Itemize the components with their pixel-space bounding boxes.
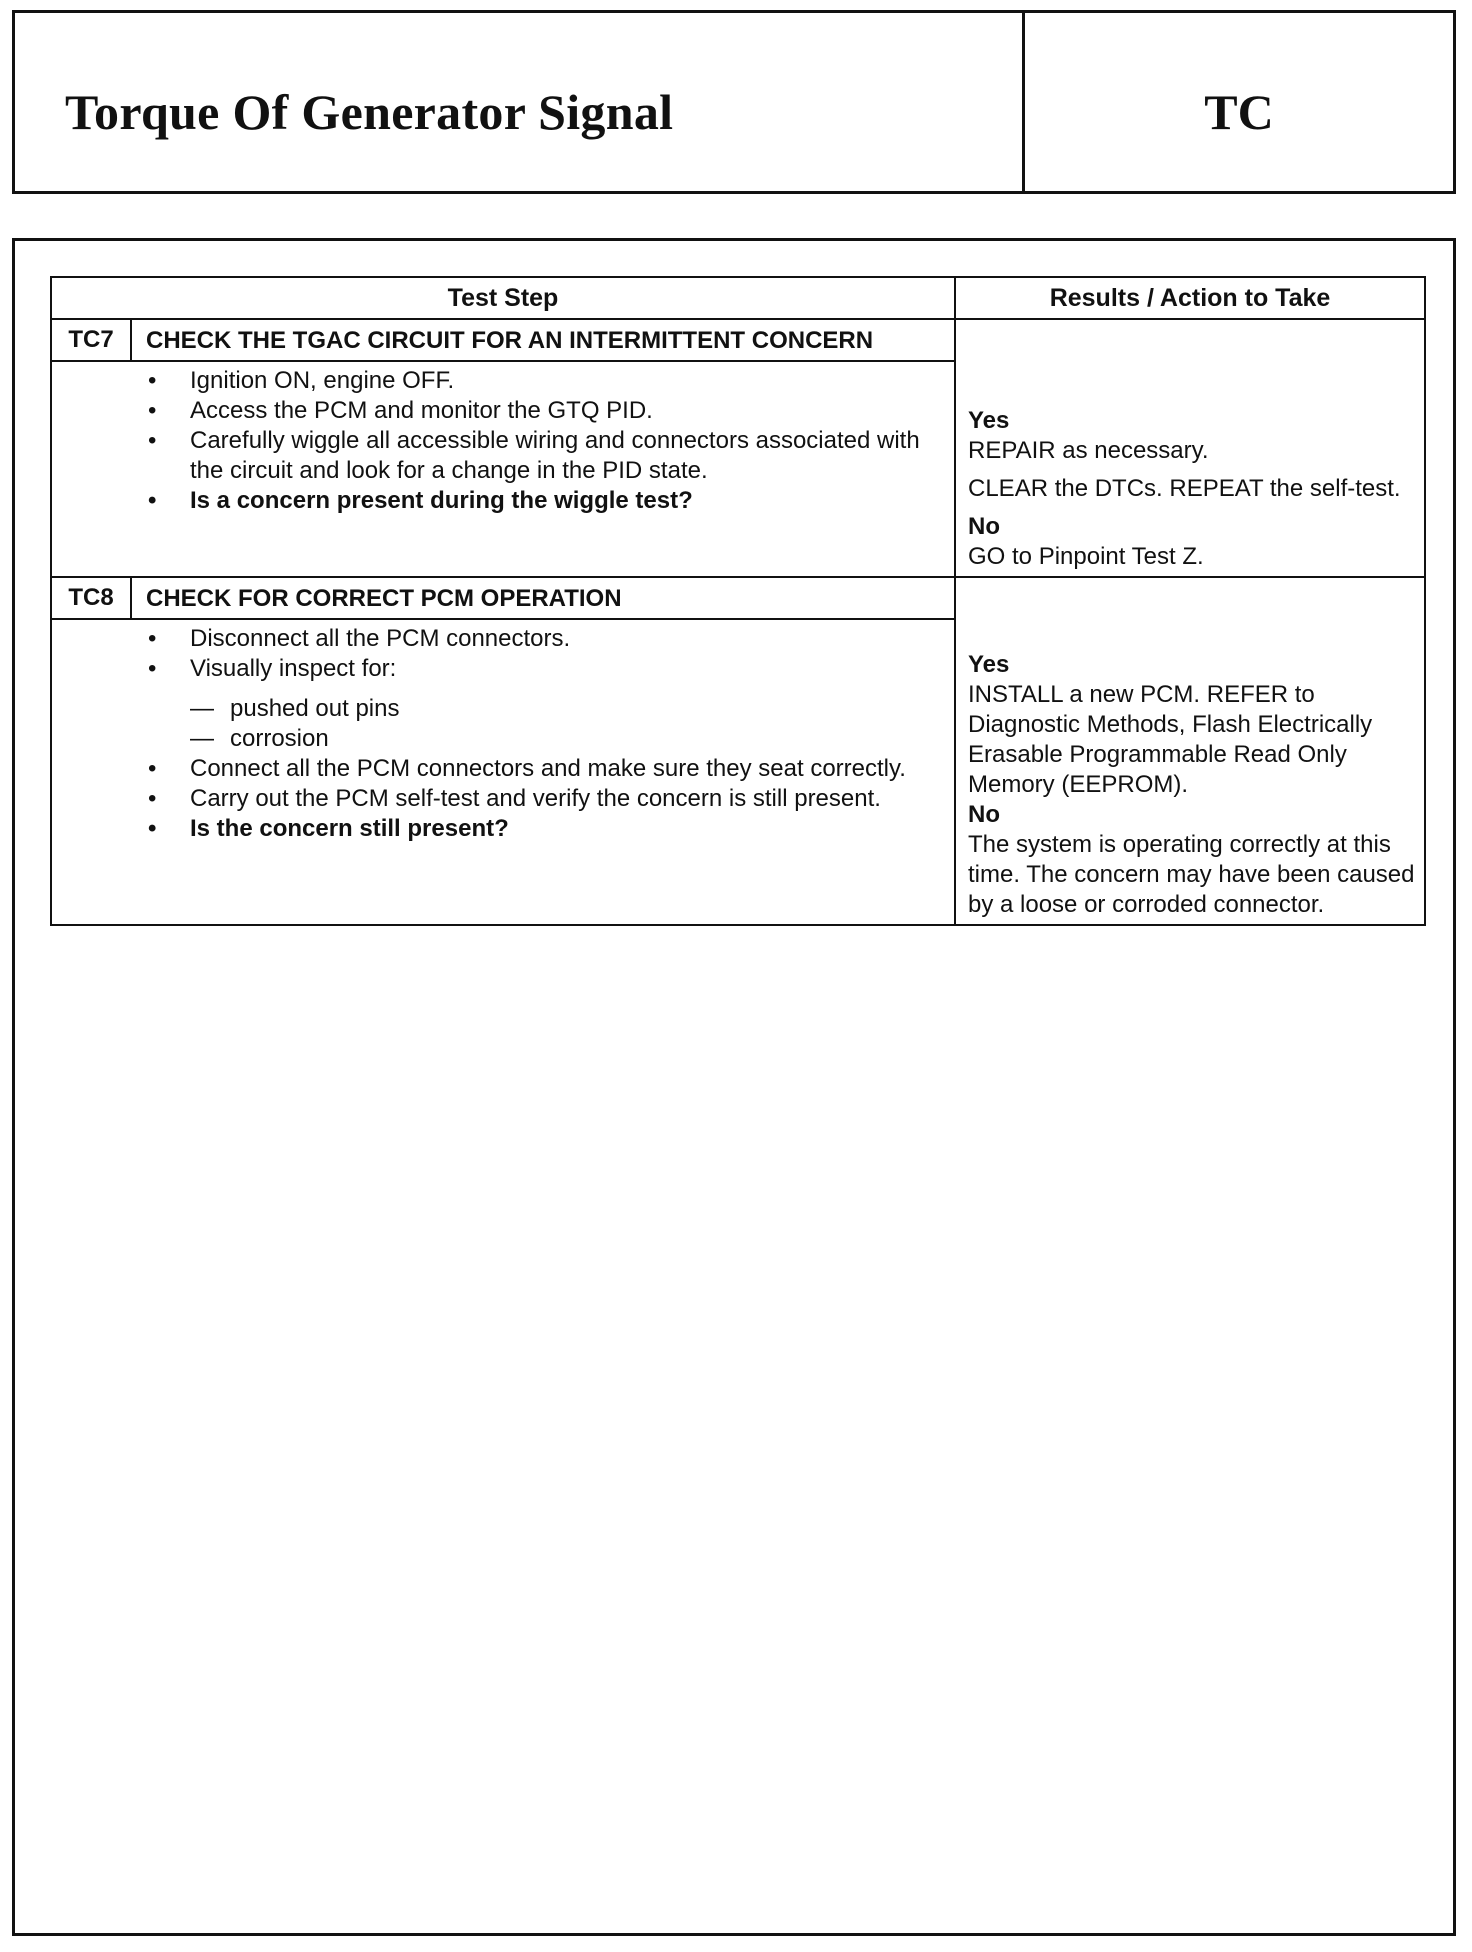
instruction-question: • Is a concern present during the wiggle test? [148, 486, 944, 516]
instruction-item: • Access the PCM and monitor the GTQ PID. [148, 396, 944, 426]
step-header [52, 578, 954, 620]
page-title: Torque Of Generator Signal [65, 84, 674, 140]
instruction-question: • Is the concern still present? [148, 814, 944, 844]
step-instructions [52, 620, 954, 852]
instruction-subitem: — pushed out pins [190, 695, 400, 722]
instruction-item: • Connect all the PCM connectors and make sure they seat correctly. [148, 754, 944, 784]
result-no-label: No [968, 513, 1000, 540]
instruction-item: • Carry out the PCM self-test and verify the concern is still present. [148, 784, 944, 814]
result-yes-action: REPAIR as necessary. [968, 437, 1209, 464]
step-title: CHECK FOR CORRECT PCM OPERATION [146, 585, 622, 612]
test-step-table [50, 276, 1426, 926]
column-header-test-step: Test Step [52, 278, 956, 318]
result-yes-action: CLEAR the DTCs. REPEAT the self-test. [968, 475, 1401, 502]
instruction-item: • Carefully wiggle all accessible wiring and connectors associated with the circuit and look for a change in the PID state. [148, 426, 944, 486]
table-header [52, 278, 1424, 320]
result-yes-label: Yes [968, 407, 1010, 434]
instruction-item: • Ignition ON, engine OFF. [148, 366, 944, 396]
title-cell [15, 13, 1025, 191]
result-yes-action: INSTALL a new PCM. REFER to Diagnostic Methods, Flash Electrically Erasable Programmable Read Only Memory (EEPROM). [968, 681, 1373, 798]
step-instructions [52, 362, 954, 524]
step-results-cell [956, 578, 1424, 924]
step-title: CHECK THE TGAC CIRCUIT FOR AN INTERMITTENT CONCERN [146, 327, 874, 354]
instruction-item: • Visually inspect for: [148, 654, 944, 684]
instruction-item: • Disconnect all the PCM connectors. [148, 624, 944, 654]
step-results-cell [956, 320, 1424, 576]
step-header [52, 320, 954, 362]
step-id: TC7 [52, 320, 132, 360]
result-no-action: GO to Pinpoint Test Z. [968, 543, 1204, 570]
instruction-subitem: — corrosion [190, 725, 329, 752]
test-step-tc8 [52, 578, 1424, 924]
section-code: TC [1204, 84, 1274, 140]
step-left-cell [52, 578, 956, 924]
title-block [12, 10, 1456, 194]
result-yes-label: Yes [968, 651, 1010, 678]
result-no-action: The system is operating correctly at this time. The concern may have been caused by a loose or corroded connector. [968, 831, 1415, 918]
step-left-cell [52, 320, 956, 576]
content-frame [12, 238, 1456, 1936]
step-id: TC8 [52, 578, 132, 618]
test-step-tc7 [52, 320, 1424, 578]
column-header-results: Results / Action to Take [1049, 284, 1331, 312]
result-no-label: No [968, 801, 1000, 828]
